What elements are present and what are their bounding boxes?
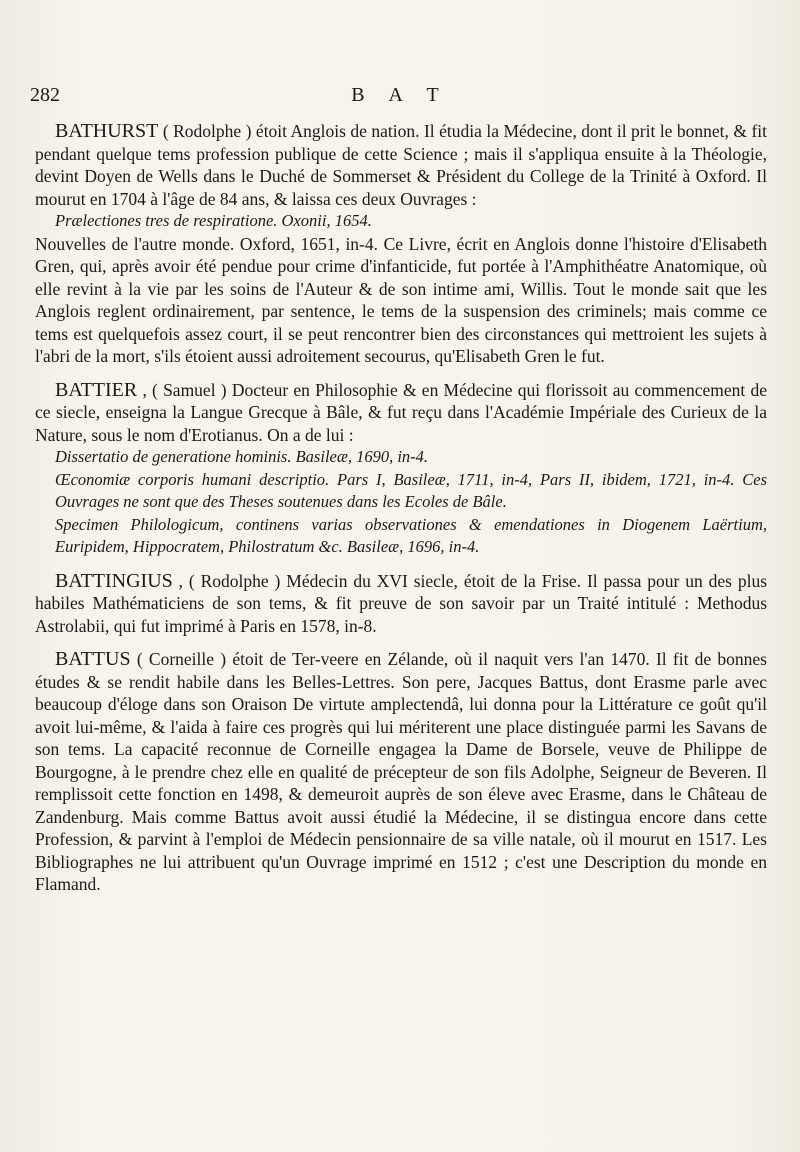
entry-paragraph [35,648,767,896]
entry-paragraph-2: Nouvelles de l'autre monde. Oxford, 1651, in-4. Ce Livre, écrit en Anglois donne l'histoire d'Elisabeth Gren, qui, après avoir été pendue pour crime d'infanticide, fut portée à l'Amphithéatre Anatomique, où elle revint à la vie par les soins de l'Auteur & de son intime ami, Willis. Tout le monde sait que les Anglois reglent ordinairement, par sentence, le tems de la suspension des criminels; mais comme ce tems est quelquefois assez court, il se peut rencontrer bien des circonstances qui mettroient les sujets à l'abri de la mort, s'ils étoient aussi adroitement secourus, qu'Elisabeth Gren le fut. [35,233,767,366]
entry-name: BATTUS [55,648,131,670]
entry-paragraph [35,120,767,210]
entry-paragraph [35,379,767,447]
entry-name: BATTINGIUS [55,569,173,592]
page-number: 282 [30,84,60,106]
page-header [30,84,770,114]
entry-battingius [35,570,767,638]
page-body [35,120,767,907]
entry-bathurst [35,120,767,368]
entry-battier [35,379,767,559]
entry-paragraph [35,570,767,638]
entry-text: ( Corneille ) étoit de Ter-veere en Zélande, où il naquit vers l'an 1470. Il fit de bonnes études & se rendit habile dans les Belles-Lettres. Son pere, Jacques Battus, dont Erasme parle avec beaucoup d'éloge dans son Oraison De virtute amplectendâ, lui donna pour la Littérature ce goût qu'il avoit lui-même, & l'aida à faire ces progrès qui lui mériterent une place distinguée parmi les Savans de son tems. La capacité reconnue de Corneille engagea la Dame de Borsele, veuve de Philippe de Bourgogne, à le prendre chez elle en qualité de précepteur de son fils Adolphe, Seigneur de Beveren. Il remplissoit cette fonction en 1498, & demeuroit auprès de son éleve avec Erasme, dans le Château de Zandenburg. Mais comme Battus avoit aussi étudié la Médecine, il se distingua encore dans cette Profession, & parvint à l'emploi de Médecin pensionnaire de sa ville natale, où il mourut en 1517. Les Bibliographes ne lui attribuent qu'un Ouvrage imprimé en 1512 ; c'est une Description du monde en Flamand. [35,649,767,894]
entry-battus [35,648,767,896]
citation: Prælectiones tres de respiratione. Oxonii, 1654. [55,211,372,230]
citation: Dissertatio de generatione hominis. Basileæ, 1690, in-4. [55,447,429,466]
citation: Œconomiæ corporis humani descriptio. Pars I, Basileæ, 1711, in-4, Pars II, ibidem, 1721, in-4. Ces Ouvrages ne sont que des Theses soutenues dans les Ecoles de Bâle. [55,469,767,511]
entry-text: ( Rodolphe ) étoit Anglois de nation. Il étudia la Médecine, dont il prit le bonnet, & fit pendant quelque tems profession publique de cette Science ; mais il s'appliqua ensuite à la Théologie, devint Doyen de Wells dans le Duché de Sommerset & Président du College de la Trinité à Oxford. Il mourut en 1704 à l'âge de 84 ans, & laissa ces deux Ouvrages : [35,121,768,209]
citation: Specimen Philologicum, continens varias observationes & emendationes in Diogenem Laërtium, Euripidem, Hippocratem, Philostratum &c. Basileæ, 1696, in-4. [55,514,767,556]
entry-text: , ( Rodolphe ) Médecin du XVI siecle, étoit de la Frise. Il passa pour un des plus habiles Mathématiciens de son tems, & fit preuve de son savoir par un Traité intitulé : Methodus Astrolabii, qui fut imprimé à Paris en 1578, in-8. [35,570,768,636]
entry-text: , ( Samuel ) Docteur en Philosophie & en Médecine qui florissoit au commencement de ce siecle, enseigna la Langue Grecque à Bâle, & fut reçu dans l'Académie Impériale des Curieux de la Nature, sous le nom d'Erotianus. On a de lui : [35,379,768,445]
entry-name: BATHURST [55,120,159,142]
entry-name: BATTIER [55,378,138,401]
running-head: B A T [351,84,449,106]
